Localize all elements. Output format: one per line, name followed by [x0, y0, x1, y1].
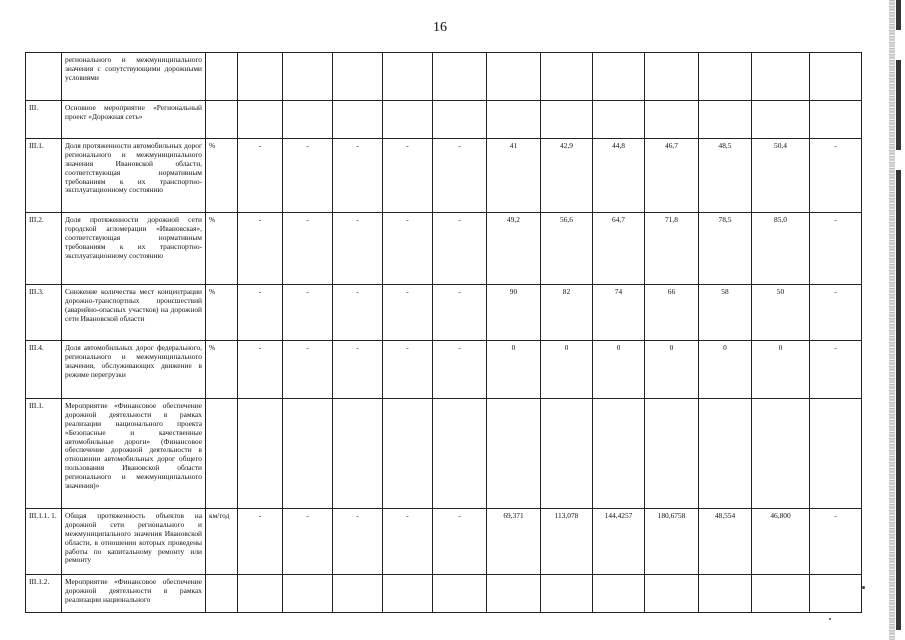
value-cell: 48,554: [699, 509, 752, 575]
value-cell: [487, 101, 541, 139]
indicator-name: Мероприятие «Финансовое обеспечение дорожной деятельности в рамках реализации национального: [62, 575, 206, 613]
value-cell: 71,8: [645, 213, 699, 285]
value-cell: 50: [752, 285, 810, 341]
value-cell: [283, 399, 333, 509]
value-cell: [810, 53, 862, 101]
row-number: III.4.: [26, 341, 62, 399]
indicator-name: Основное мероприятие «Региональный проект «Дорожная сеть»: [62, 101, 206, 139]
row-number: [26, 53, 62, 101]
table-row: [26, 575, 862, 613]
value-cell: -: [333, 285, 383, 341]
scan-speck: [862, 586, 865, 589]
unit-cell: %: [206, 213, 238, 285]
value-cell: -: [810, 213, 862, 285]
indicator-name: регионального и межмуниципального значения с сопутствующими дорожными условиями: [62, 53, 206, 101]
indicator-name: Доля протяженности автомобильных дорог регионального и межмуниципального значения Ивановской области, соответствующая нормативным требованиям к их транспортно-эксплуатационному состоянию: [62, 139, 206, 213]
value-cell: [238, 53, 283, 101]
value-cell: [283, 101, 333, 139]
value-cell: [645, 53, 699, 101]
table-row: [26, 53, 862, 101]
value-cell: 180,6758: [645, 509, 699, 575]
value-cell: 85,0: [752, 213, 810, 285]
value-cell: [487, 53, 541, 101]
value-cell: -: [283, 213, 333, 285]
table-row: [26, 213, 862, 285]
value-cell: [593, 53, 645, 101]
value-cell: [283, 53, 333, 101]
value-cell: [810, 101, 862, 139]
unit-cell: %: [206, 285, 238, 341]
value-cell: -: [238, 139, 283, 213]
row-number: III.1.: [26, 139, 62, 213]
value-cell: [593, 399, 645, 509]
indicator-name: Снижение количества мест концентрации дорожно-транспортных происшествий (аварийно-опасных участков) на дорожной сети Ивановской области: [62, 285, 206, 341]
value-cell: -: [238, 509, 283, 575]
value-cell: [238, 399, 283, 509]
value-cell: -: [433, 213, 487, 285]
value-cell: -: [810, 341, 862, 399]
unit-cell: км/год: [206, 509, 238, 575]
indicator-name: Общая протяженность объектов на дорожной сети регионального и межмуниципального значения Ивановской области, в отношении которых проведены работы по капитальному ремонту или ремонту: [62, 509, 206, 575]
value-cell: [383, 101, 433, 139]
unit-cell: %: [206, 139, 238, 213]
value-cell: -: [383, 341, 433, 399]
value-cell: [752, 399, 810, 509]
value-cell: [593, 575, 645, 613]
value-cell: [333, 575, 383, 613]
value-cell: -: [383, 509, 433, 575]
value-cell: -: [238, 213, 283, 285]
indicator-name: Доля автомобильных дорог федерального, регионального и межмуниципального значения, обслуживающих движение в режиме перегрузки: [62, 341, 206, 399]
value-cell: [433, 101, 487, 139]
row-number: III.: [26, 101, 62, 139]
value-cell: 41: [487, 139, 541, 213]
value-cell: [593, 101, 645, 139]
value-cell: -: [810, 509, 862, 575]
indicator-name: Доля протяженности дорожной сети городской агломерации «Ивановская», соответствующая нормативным требованиям к их транспортно-эксплуатационному состоянию: [62, 213, 206, 285]
value-cell: [541, 101, 593, 139]
value-cell: 82: [541, 285, 593, 341]
indicator-name: Мероприятие «Финансовое обеспечение дорожной деятельности в рамках реализации национального проекта «Безопасные и качественные автомобильные дороги» (Финансовое обеспечение дорожной деятельности в отношении автомобильных дорог общего пользования Ивановской области регионального и межмуниципального значения)»: [62, 399, 206, 509]
value-cell: [333, 53, 383, 101]
value-cell: [487, 575, 541, 613]
value-cell: -: [433, 285, 487, 341]
value-cell: -: [333, 213, 383, 285]
value-cell: 0: [752, 341, 810, 399]
value-cell: [699, 53, 752, 101]
value-cell: -: [333, 509, 383, 575]
value-cell: 66: [645, 285, 699, 341]
table-row: [26, 101, 862, 139]
value-cell: -: [383, 139, 433, 213]
value-cell: -: [383, 213, 433, 285]
value-cell: 42,9: [541, 139, 593, 213]
unit-cell: [206, 575, 238, 613]
value-cell: 0: [541, 341, 593, 399]
value-cell: [433, 53, 487, 101]
value-cell: 113,078: [541, 509, 593, 575]
value-cell: [383, 53, 433, 101]
value-cell: 46,7: [645, 139, 699, 213]
value-cell: [752, 101, 810, 139]
value-cell: 0: [487, 341, 541, 399]
value-cell: -: [333, 139, 383, 213]
value-cell: [283, 575, 333, 613]
row-number: III.1.2.: [26, 575, 62, 613]
value-cell: [810, 399, 862, 509]
value-cell: -: [433, 509, 487, 575]
value-cell: [699, 399, 752, 509]
value-cell: 0: [645, 341, 699, 399]
value-cell: [645, 101, 699, 139]
value-cell: 0: [593, 341, 645, 399]
value-cell: [645, 399, 699, 509]
value-cell: [541, 53, 593, 101]
value-cell: -: [810, 139, 862, 213]
value-cell: 48,5: [699, 139, 752, 213]
value-cell: [810, 575, 862, 613]
value-cell: -: [283, 285, 333, 341]
value-cell: [238, 575, 283, 613]
table-row: [26, 341, 862, 399]
value-cell: 74: [593, 285, 645, 341]
value-cell: 144,4257: [593, 509, 645, 575]
value-cell: 69,371: [487, 509, 541, 575]
page-number: 16: [433, 20, 447, 35]
value-cell: -: [810, 285, 862, 341]
value-cell: 50,4: [752, 139, 810, 213]
value-cell: [752, 53, 810, 101]
value-cell: 56,6: [541, 213, 593, 285]
value-cell: 0: [699, 341, 752, 399]
table-row: [26, 399, 862, 509]
unit-cell: %: [206, 341, 238, 399]
table-row: [26, 139, 862, 213]
value-cell: [333, 101, 383, 139]
value-cell: [238, 101, 283, 139]
value-cell: 90: [487, 285, 541, 341]
value-cell: -: [433, 341, 487, 399]
value-cell: -: [283, 509, 333, 575]
row-number: III.3.: [26, 285, 62, 341]
value-cell: 44,8: [593, 139, 645, 213]
indicators-table: [25, 52, 862, 613]
row-number: III.1.1. 1.: [26, 509, 62, 575]
value-cell: -: [333, 341, 383, 399]
value-cell: -: [283, 341, 333, 399]
scan-speck: [829, 618, 831, 620]
value-cell: 58: [699, 285, 752, 341]
scan-edge: [883, 0, 905, 640]
value-cell: -: [238, 341, 283, 399]
row-number: III.1.: [26, 399, 62, 509]
value-cell: [752, 575, 810, 613]
value-cell: -: [283, 139, 333, 213]
value-cell: [699, 575, 752, 613]
value-cell: [383, 575, 433, 613]
unit-cell: [206, 53, 238, 101]
value-cell: -: [238, 285, 283, 341]
value-cell: -: [433, 139, 487, 213]
unit-cell: [206, 399, 238, 509]
table-row: [26, 285, 862, 341]
value-cell: [541, 399, 593, 509]
table-row: [26, 509, 862, 575]
value-cell: 64,7: [593, 213, 645, 285]
value-cell: 78,5: [699, 213, 752, 285]
value-cell: -: [383, 285, 433, 341]
value-cell: [433, 575, 487, 613]
value-cell: 49,2: [487, 213, 541, 285]
table-body: [26, 53, 862, 613]
value-cell: [541, 575, 593, 613]
value-cell: [645, 575, 699, 613]
value-cell: [333, 399, 383, 509]
value-cell: [433, 399, 487, 509]
value-cell: [383, 399, 433, 509]
row-number: III.2.: [26, 213, 62, 285]
value-cell: 46,800: [752, 509, 810, 575]
unit-cell: [206, 101, 238, 139]
value-cell: [487, 399, 541, 509]
value-cell: [699, 101, 752, 139]
